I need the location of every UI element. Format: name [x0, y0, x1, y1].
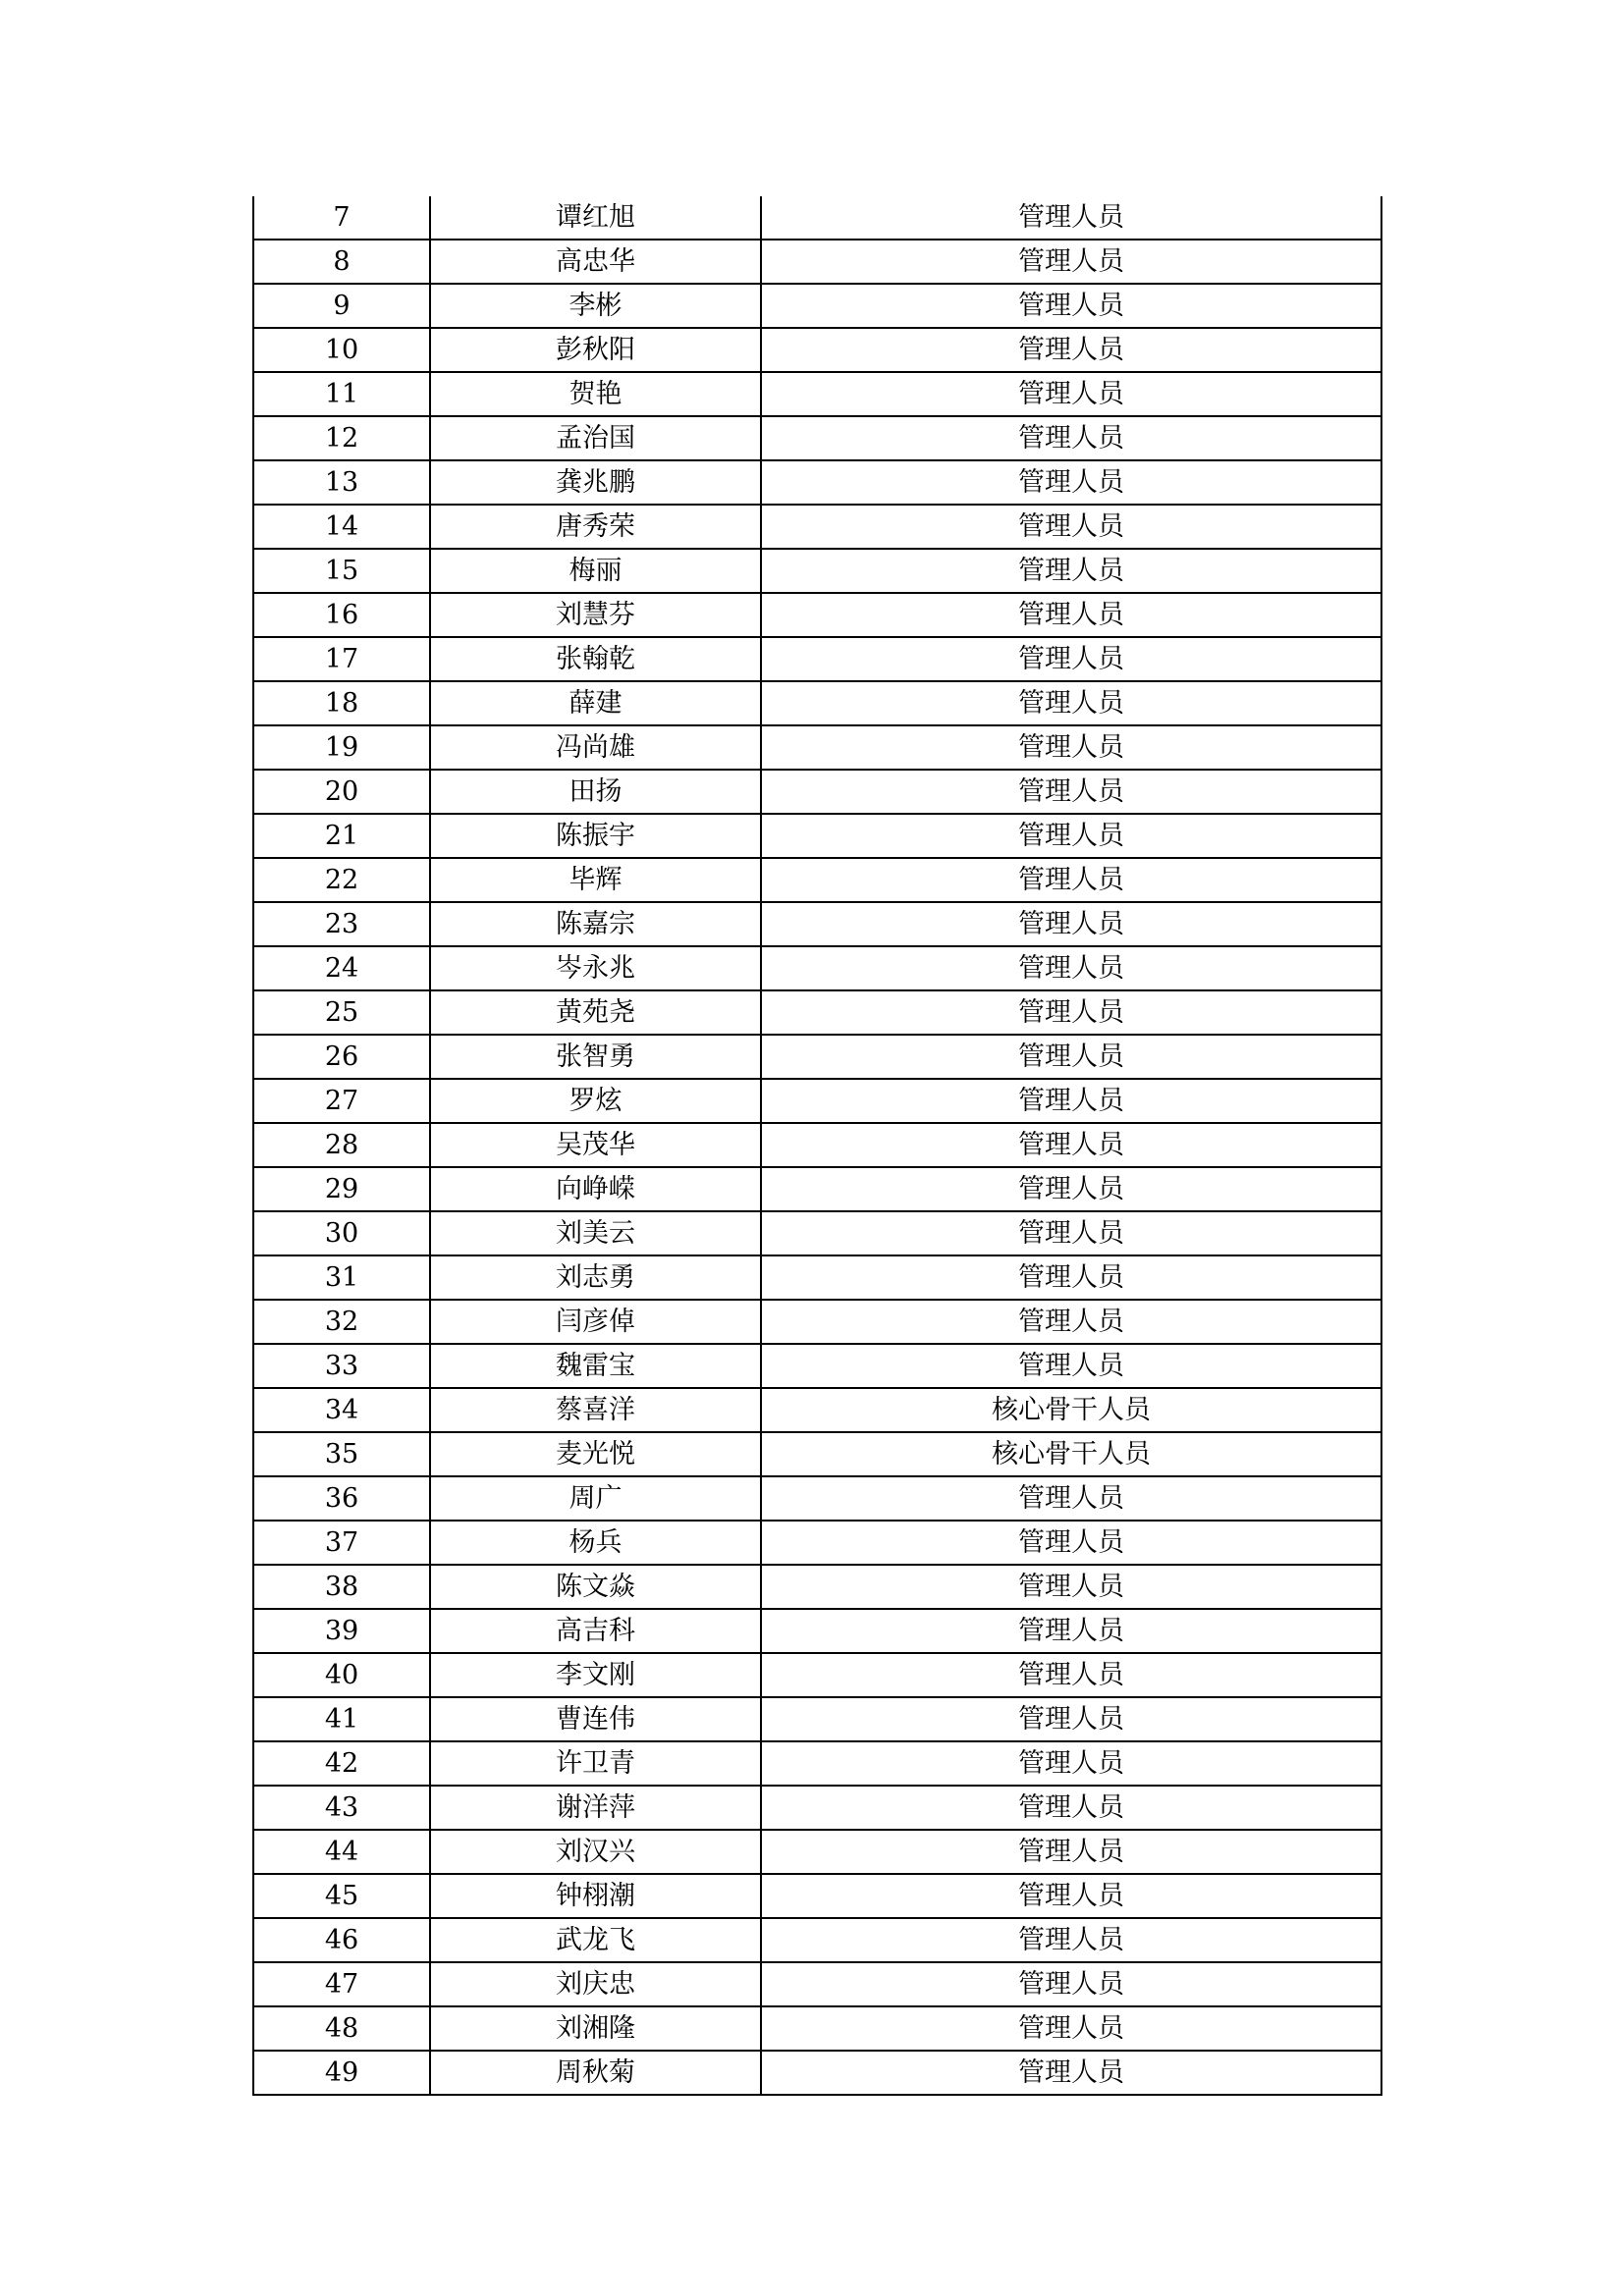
table-row	[253, 1079, 1381, 1123]
name-cell: 张翰乾	[430, 637, 761, 681]
row-number-cell: 34	[253, 1388, 430, 1432]
name-cell: 黄苑尧	[430, 990, 761, 1035]
role-cell: 管理人员	[761, 1697, 1381, 1741]
table-row	[253, 1123, 1381, 1167]
name-cell: 孟治国	[430, 416, 761, 460]
row-number-cell: 36	[253, 1476, 430, 1521]
name-cell: 梅丽	[430, 549, 761, 593]
table-row	[253, 1786, 1381, 1830]
row-number-cell: 9	[253, 284, 430, 328]
name-cell: 刘慧芬	[430, 593, 761, 637]
role-cell: 管理人员	[761, 284, 1381, 328]
role-cell: 管理人员	[761, 2051, 1381, 2095]
role-cell: 管理人员	[761, 1830, 1381, 1874]
name-cell: 岑永兆	[430, 946, 761, 990]
table-row	[253, 637, 1381, 681]
personnel-table-body	[253, 196, 1381, 2095]
role-cell: 管理人员	[761, 1741, 1381, 1786]
name-cell: 薛建	[430, 681, 761, 725]
row-number-cell: 7	[253, 196, 430, 240]
name-cell: 魏雷宝	[430, 1344, 761, 1388]
name-cell: 高忠华	[430, 240, 761, 284]
name-cell: 谭红旭	[430, 196, 761, 240]
name-cell: 龚兆鹏	[430, 460, 761, 505]
row-number-cell: 38	[253, 1565, 430, 1609]
table-row	[253, 725, 1381, 770]
name-cell: 周秋菊	[430, 2051, 761, 2095]
role-cell: 核心骨干人员	[761, 1432, 1381, 1476]
role-cell: 管理人员	[761, 1786, 1381, 1830]
table-row	[253, 328, 1381, 372]
name-cell: 冯尚雄	[430, 725, 761, 770]
name-cell: 李文刚	[430, 1653, 761, 1697]
row-number-cell: 47	[253, 1962, 430, 2006]
row-number-cell: 42	[253, 1741, 430, 1786]
table-row	[253, 1874, 1381, 1918]
role-cell: 管理人员	[761, 1565, 1381, 1609]
table-row	[253, 1962, 1381, 2006]
table-row	[253, 196, 1381, 240]
table-row	[253, 902, 1381, 946]
row-number-cell: 39	[253, 1609, 430, 1653]
role-cell: 管理人员	[761, 372, 1381, 416]
role-cell: 管理人员	[761, 902, 1381, 946]
role-cell: 管理人员	[761, 1079, 1381, 1123]
role-cell: 管理人员	[761, 1521, 1381, 1565]
name-cell: 谢洋萍	[430, 1786, 761, 1830]
table-row	[253, 460, 1381, 505]
table-row	[253, 1388, 1381, 1432]
table-row	[253, 549, 1381, 593]
role-cell: 管理人员	[761, 196, 1381, 240]
table-row	[253, 1918, 1381, 1962]
role-cell: 管理人员	[761, 1874, 1381, 1918]
name-cell: 闫彦倬	[430, 1300, 761, 1344]
row-number-cell: 44	[253, 1830, 430, 1874]
table-row	[253, 1167, 1381, 1211]
name-cell: 陈文焱	[430, 1565, 761, 1609]
role-cell: 管理人员	[761, 1653, 1381, 1697]
row-number-cell: 8	[253, 240, 430, 284]
row-number-cell: 30	[253, 1211, 430, 1255]
table-row	[253, 284, 1381, 328]
row-number-cell: 23	[253, 902, 430, 946]
role-cell: 管理人员	[761, 1167, 1381, 1211]
row-number-cell: 40	[253, 1653, 430, 1697]
table-row	[253, 681, 1381, 725]
table-row	[253, 946, 1381, 990]
role-cell: 管理人员	[761, 1035, 1381, 1079]
role-cell: 管理人员	[761, 460, 1381, 505]
row-number-cell: 25	[253, 990, 430, 1035]
name-cell: 高吉科	[430, 1609, 761, 1653]
table-row	[253, 1697, 1381, 1741]
row-number-cell: 28	[253, 1123, 430, 1167]
table-row	[253, 990, 1381, 1035]
personnel-table	[252, 196, 1382, 2096]
row-number-cell: 10	[253, 328, 430, 372]
table-row	[253, 1211, 1381, 1255]
role-cell: 管理人员	[761, 1476, 1381, 1521]
row-number-cell: 24	[253, 946, 430, 990]
table-row	[253, 770, 1381, 814]
role-cell: 管理人员	[761, 505, 1381, 549]
role-cell: 管理人员	[761, 1918, 1381, 1962]
name-cell: 刘汉兴	[430, 1830, 761, 1874]
table-row	[253, 814, 1381, 858]
role-cell: 管理人员	[761, 1609, 1381, 1653]
table-row	[253, 1255, 1381, 1300]
name-cell: 杨兵	[430, 1521, 761, 1565]
name-cell: 麦光悦	[430, 1432, 761, 1476]
row-number-cell: 12	[253, 416, 430, 460]
role-cell: 管理人员	[761, 1344, 1381, 1388]
row-number-cell: 13	[253, 460, 430, 505]
name-cell: 田扬	[430, 770, 761, 814]
row-number-cell: 32	[253, 1300, 430, 1344]
table-row	[253, 2051, 1381, 2095]
role-cell: 管理人员	[761, 946, 1381, 990]
name-cell: 唐秀荣	[430, 505, 761, 549]
name-cell: 周广	[430, 1476, 761, 1521]
row-number-cell: 46	[253, 1918, 430, 1962]
row-number-cell: 29	[253, 1167, 430, 1211]
table-row	[253, 505, 1381, 549]
table-row	[253, 1830, 1381, 1874]
table-row	[253, 1300, 1381, 1344]
row-number-cell: 22	[253, 858, 430, 902]
row-number-cell: 16	[253, 593, 430, 637]
name-cell: 陈嘉宗	[430, 902, 761, 946]
row-number-cell: 11	[253, 372, 430, 416]
row-number-cell: 35	[253, 1432, 430, 1476]
name-cell: 许卫青	[430, 1741, 761, 1786]
role-cell: 管理人员	[761, 1211, 1381, 1255]
row-number-cell: 43	[253, 1786, 430, 1830]
name-cell: 张智勇	[430, 1035, 761, 1079]
row-number-cell: 18	[253, 681, 430, 725]
row-number-cell: 17	[253, 637, 430, 681]
table-row	[253, 1741, 1381, 1786]
table-row	[253, 1521, 1381, 1565]
name-cell: 向峥嵘	[430, 1167, 761, 1211]
name-cell: 李彬	[430, 284, 761, 328]
role-cell: 管理人员	[761, 681, 1381, 725]
table-row	[253, 2006, 1381, 2051]
row-number-cell: 48	[253, 2006, 430, 2051]
name-cell: 刘湘隆	[430, 2006, 761, 2051]
name-cell: 武龙飞	[430, 1918, 761, 1962]
name-cell: 罗炫	[430, 1079, 761, 1123]
table-row	[253, 1609, 1381, 1653]
row-number-cell: 45	[253, 1874, 430, 1918]
table-row	[253, 240, 1381, 284]
role-cell: 核心骨干人员	[761, 1388, 1381, 1432]
role-cell: 管理人员	[761, 725, 1381, 770]
name-cell: 钟栩潮	[430, 1874, 761, 1918]
name-cell: 彭秋阳	[430, 328, 761, 372]
row-number-cell: 37	[253, 1521, 430, 1565]
name-cell: 陈振宇	[430, 814, 761, 858]
name-cell: 毕辉	[430, 858, 761, 902]
row-number-cell: 31	[253, 1255, 430, 1300]
role-cell: 管理人员	[761, 770, 1381, 814]
row-number-cell: 41	[253, 1697, 430, 1741]
name-cell: 刘美云	[430, 1211, 761, 1255]
role-cell: 管理人员	[761, 858, 1381, 902]
table-row	[253, 416, 1381, 460]
table-row	[253, 1476, 1381, 1521]
role-cell: 管理人员	[761, 328, 1381, 372]
name-cell: 蔡喜洋	[430, 1388, 761, 1432]
row-number-cell: 15	[253, 549, 430, 593]
name-cell: 曹连伟	[430, 1697, 761, 1741]
role-cell: 管理人员	[761, 240, 1381, 284]
role-cell: 管理人员	[761, 549, 1381, 593]
table-row	[253, 593, 1381, 637]
role-cell: 管理人员	[761, 814, 1381, 858]
role-cell: 管理人员	[761, 1123, 1381, 1167]
table-row	[253, 1344, 1381, 1388]
role-cell: 管理人员	[761, 1300, 1381, 1344]
row-number-cell: 21	[253, 814, 430, 858]
role-cell: 管理人员	[761, 990, 1381, 1035]
name-cell: 刘庆忠	[430, 1962, 761, 2006]
name-cell: 贺艳	[430, 372, 761, 416]
table-row	[253, 1035, 1381, 1079]
table-row	[253, 372, 1381, 416]
table-row	[253, 858, 1381, 902]
row-number-cell: 33	[253, 1344, 430, 1388]
row-number-cell: 14	[253, 505, 430, 549]
role-cell: 管理人员	[761, 593, 1381, 637]
row-number-cell: 49	[253, 2051, 430, 2095]
role-cell: 管理人员	[761, 637, 1381, 681]
row-number-cell: 19	[253, 725, 430, 770]
table-row	[253, 1653, 1381, 1697]
role-cell: 管理人员	[761, 2006, 1381, 2051]
table-row	[253, 1565, 1381, 1609]
row-number-cell: 20	[253, 770, 430, 814]
role-cell: 管理人员	[761, 1255, 1381, 1300]
role-cell: 管理人员	[761, 416, 1381, 460]
row-number-cell: 27	[253, 1079, 430, 1123]
table-row	[253, 1432, 1381, 1476]
row-number-cell: 26	[253, 1035, 430, 1079]
role-cell: 管理人员	[761, 1962, 1381, 2006]
name-cell: 吴茂华	[430, 1123, 761, 1167]
name-cell: 刘志勇	[430, 1255, 761, 1300]
